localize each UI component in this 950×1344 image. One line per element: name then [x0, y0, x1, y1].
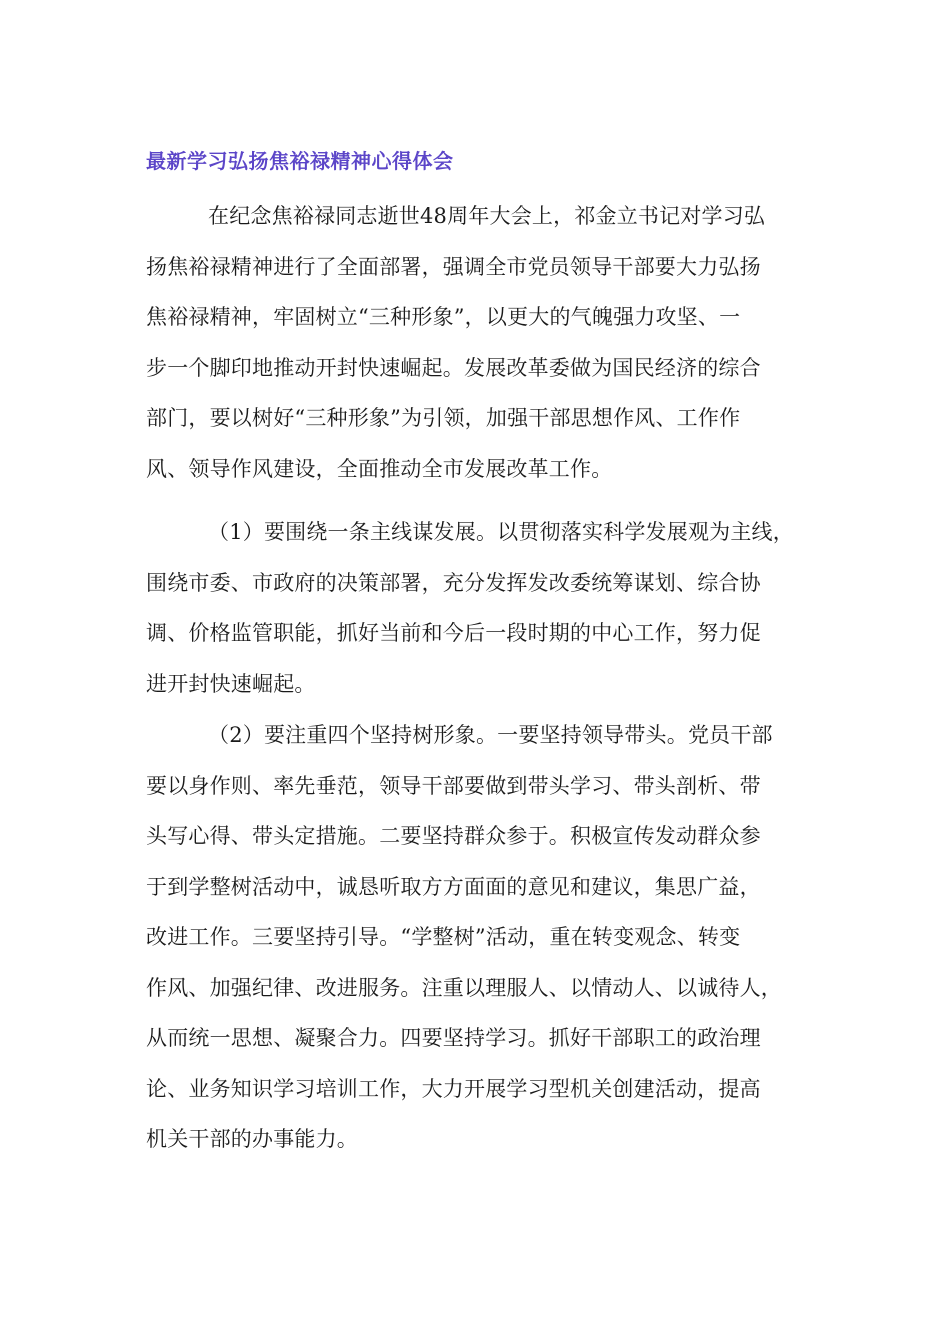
paragraph-line: 论、业务知识学习培训工作，大力开展学习型机关创建活动，提高	[146, 1076, 761, 1101]
paragraph-line: 机关干部的办事能力。	[146, 1127, 358, 1151]
paragraph-line: 部门，要以树好“三种形象”为引领，加强干部思想作风、工作作	[146, 406, 741, 430]
paragraph-line: 调、价格监管职能，抓好当前和今后一段时期的中心工作，努力促	[146, 621, 761, 645]
paragraph-2	[146, 507, 806, 709]
paragraph-line: （2）要注重四个坚持树形象。一要坚持领导带头。党员干部	[208, 723, 773, 747]
paragraph-1	[146, 191, 806, 494]
paragraph-3	[146, 710, 806, 1165]
paragraph-line: 扬焦裕禄精神进行了全面部署，强调全市党员领导干部要大力弘扬	[146, 254, 761, 279]
paragraph-line: （1）要围绕一条主线谋发展。以贯彻落实科学发展观为主线，	[208, 520, 794, 544]
document-title: 最新学习弘扬焦裕禄精神心得体会	[146, 149, 454, 173]
paragraph-line: 焦裕禄精神，牢固树立“三种形象”，以更大的气魄强力攻坚、一	[146, 305, 741, 329]
paragraph-line: 头写心得、带头定措施。二要坚持群众参于。积极宣传发动群众参	[146, 824, 761, 848]
paragraph-line: 要以身作则、率先垂范，领导干部要做到带头学习、带头剖析、带	[146, 773, 761, 798]
paragraph-line: 在纪念焦裕禄同志逝世48周年大会上，祁金立书记对学习弘	[208, 204, 766, 228]
paragraph-line: 从而统一思想、凝聚合力。四要坚持学习。抓好干部职工的政治理	[146, 1026, 761, 1050]
paragraph-line: 风、领导作风建设，全面推动全市发展改革工作。	[146, 456, 613, 481]
paragraph-line: 围绕市委、市政府的决策部署，充分发挥发改委统筹谋划、综合协	[146, 570, 761, 595]
paragraph-line: 作风、加强纪律、改进服务。注重以理服人、以情动人、以诚待人，	[146, 975, 782, 1000]
paragraph-line: 于到学整树活动中，诚恳听取方方面面的意见和建议，集思广益，	[146, 874, 761, 899]
paragraph-line: 进开封快速崛起。	[146, 671, 316, 696]
paragraph-line: 步一个脚印地推动开封快速崛起。发展改革委做为国民经济的综合	[146, 355, 761, 380]
paragraph-line: 改进工作。三要坚持引导。“学整树”活动，重在转变观念、转变	[146, 925, 741, 949]
